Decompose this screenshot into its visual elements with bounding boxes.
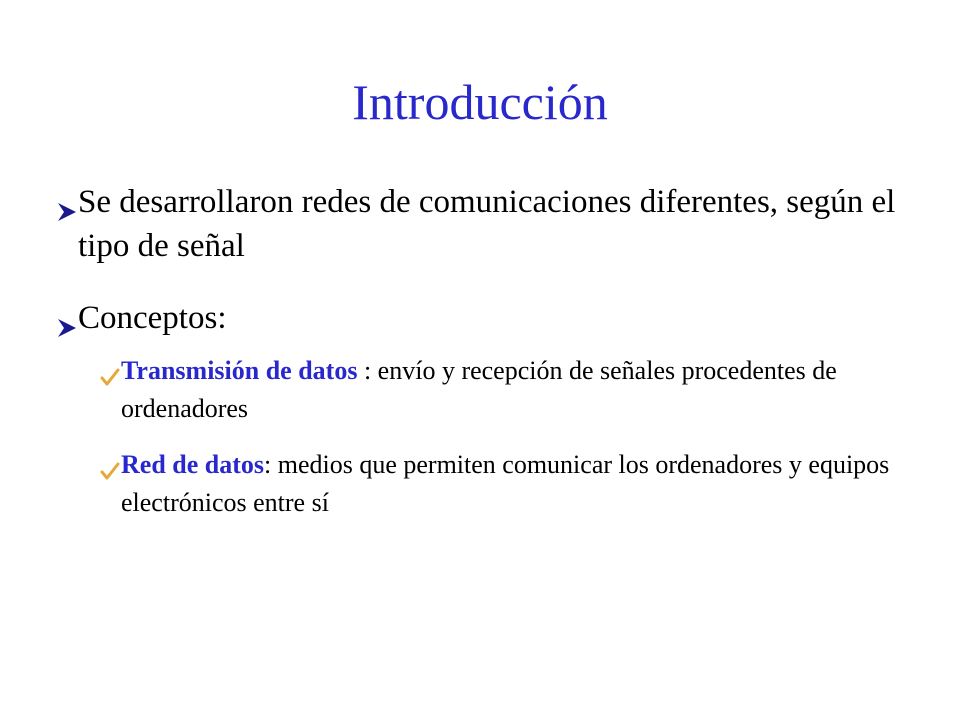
bullet-text: Se desarrollaron redes de comunicaciones diferentes, según el tipo de señal [78,184,896,264]
slide-title: Introducción [352,74,608,130]
sub-bullet-text [121,352,900,428]
term-transmision-de-datos: Transmisión de datos [121,356,358,385]
sub-bullet-item [100,352,900,428]
bullet-item [56,296,916,340]
arrow-bullet-icon [56,307,78,329]
sub-bullet-text [121,446,900,522]
sub-bullet-item [100,446,900,522]
bullet-item [56,180,916,268]
definition-text: : medios que permiten comunicar los ordenadores y equipos electrónicos entre sí [121,450,890,517]
term-red-de-datos: Red de datos [121,450,265,479]
arrow-bullet-icon [56,191,78,213]
checkmark-icon [100,454,120,474]
checkmark-icon [100,360,120,380]
bullet-text: Conceptos: [78,300,227,336]
definition-text: : envío y recepción de señales procedentes de ordenadores [121,356,837,423]
